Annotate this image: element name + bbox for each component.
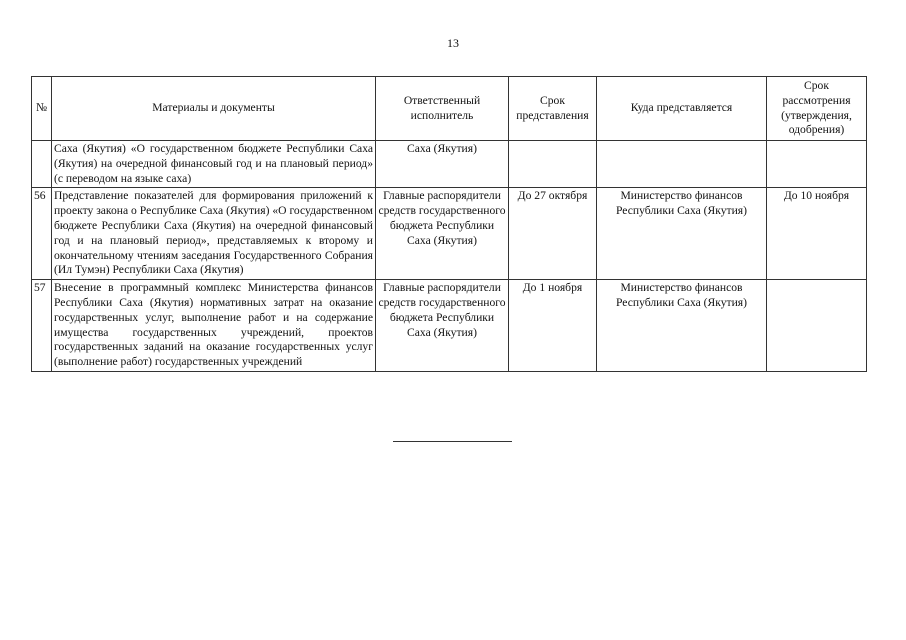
row-executor: Саха (Якутия) — [376, 141, 509, 188]
row-materials: Внесение в программный комплекс Министерства финансов Республики Саха (Якутия) нормативных затрат на оказание государственных услуг, выполнение работ и на содержание имущества государственных учреждений, проектов государственных заданий на оказание государственных услуг (выполнение работ) государственных учреждений — [52, 280, 376, 372]
header-review: Срок рассмотрения (утверждения, одобрения) — [767, 77, 867, 141]
row-num: 56 — [32, 188, 52, 280]
row-recipient: Министерство финансов Республики Саха (Якутия) — [597, 280, 767, 372]
header-materials: Материалы и документы — [52, 77, 376, 141]
page-number: 13 — [447, 36, 459, 50]
row-recipient: Министерство финансов Республики Саха (Якутия) — [597, 188, 767, 280]
row-materials: Представление показателей для формирования приложений к проекту закона о Республике Саха (Якутия) «О государственном бюджете Республики Саха (Якутия) на очередной финансовый год и на плановый период», представляемых к второму и окончательному чтениям заседания Государственного Собрания (Ил Тумэн) Республики Саха (Якутия) — [52, 188, 376, 280]
row-num — [32, 141, 52, 188]
row-deadline: До 27 октября — [509, 188, 597, 280]
row-review — [767, 280, 867, 372]
schedule-table — [31, 76, 867, 372]
table-row — [32, 280, 867, 372]
header-recipient: Куда представляется — [597, 77, 767, 141]
row-review — [767, 141, 867, 188]
row-recipient — [597, 141, 767, 188]
table-row — [32, 188, 867, 280]
header-num: № — [32, 77, 52, 141]
table-header-row — [32, 77, 867, 141]
table-row — [32, 141, 867, 188]
row-num: 57 — [32, 280, 52, 372]
row-executor: Главные распорядители средств государственного бюджета Республики Саха (Якутия) — [376, 188, 509, 280]
row-deadline: До 1 ноября — [509, 280, 597, 372]
row-deadline — [509, 141, 597, 188]
row-executor: Главные распорядители средств государственного бюджета Республики Саха (Якутия) — [376, 280, 509, 372]
header-executor: Ответственный исполнитель — [376, 77, 509, 141]
row-review: До 10 ноября — [767, 188, 867, 280]
row-materials: Саха (Якутия) «О государственном бюджете Республики Саха (Якутия) на очередной финансовый год и на плановый период» (с переводом на языке саха) — [52, 141, 376, 188]
header-deadline: Срок представления — [509, 77, 597, 141]
end-divider — [393, 441, 512, 442]
